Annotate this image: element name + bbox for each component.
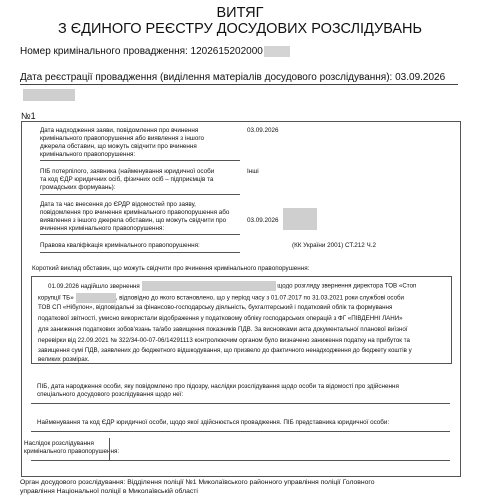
redacted-block (264, 46, 290, 57)
summary-heading: Короткий виклад обставин, що можуть свідчити про вчинення кримінального правопорушення: (32, 265, 310, 272)
label-line: Дата та час внесення до ЄРДР відомостей про заяву, (40, 201, 196, 208)
registration-date: Дата реєстрації провадження (виділення матеріалів досудового розслідування): 03.09.2026 (20, 72, 458, 85)
summary-line-5: для заниження податкових зобов'язань та/або завищення показників ПДВ. За висновками акта документальної планової виїзної (38, 326, 408, 333)
field-receipt-date-value: 03.09.2026 (247, 127, 279, 134)
row-divider (40, 234, 240, 235)
label-line: вчинення кримінального правопорушення: (40, 225, 165, 232)
heading-line: ПІБ, дата народження особи, яку повідомлено про підозру, наслідки розслідування щодо особи та відомості про здійснення (37, 383, 399, 390)
field-qualification-label: Правова кваліфікація кримінального правопорушення: (40, 242, 200, 249)
suspect-heading (37, 383, 399, 399)
erdr-date-text: 03.09.2026 (247, 217, 279, 224)
field-erdr-date-value (247, 208, 317, 230)
label-line: громадських формувань): (40, 184, 116, 191)
summary-line-4: податкової звітності, умисно використали відображення у податковому обліку господарських операцій з ФГ «ПІВДЕННІ ЛАНИ» (38, 315, 403, 322)
label-line: кримінального правопорушення: (40, 151, 136, 158)
label-line: джерела обставин, що можуть свідчити про вчинення (40, 143, 197, 150)
summary-line-2 (38, 293, 450, 303)
document-title: ВИТЯГ (216, 5, 264, 21)
case-number (20, 46, 290, 58)
summary-line-8: великих розмірах. (38, 356, 90, 363)
redacted-block (23, 89, 75, 101)
section-divider (31, 403, 450, 404)
case-number-text: Номер кримінального провадження: 1202615202000 (20, 46, 263, 58)
authority-line: управління Національної поліції в Миколаївській області (20, 488, 198, 495)
row-divider (40, 252, 240, 253)
summary-line-7: завищення сумі ПДВ, заявлених до бюджетного відшкодування, що призвело до фактичного ненадходження до бюджету коштів у (38, 347, 412, 354)
section-divider (31, 431, 450, 432)
legal-entity-label: Найменування та код ЄДР юридичної особи, щодо якої здійснюється провадження. ПІБ представника юридичної особи: (37, 419, 390, 426)
summary-line-1 (38, 281, 450, 291)
label-line: повідомлення про вчинення кримінального правопорушення або (40, 209, 230, 216)
label-line: кримінального правопорушення: (24, 448, 120, 455)
field-victim-label (40, 168, 250, 192)
row-divider (40, 160, 240, 161)
label-line: виявлення з іншого джерела обставин, що можуть свідчити про (40, 217, 227, 224)
label-line: ПІБ потерпілого, заявника (найменування юридичної особи (40, 168, 215, 175)
summary-text: корупції ТБ» (38, 294, 74, 302)
label-line: кримінального правопорушення або виявлення з іншого (40, 135, 205, 142)
redacted-block (283, 208, 317, 230)
label-line: Наслідок розслідування (24, 440, 94, 447)
column-divider (109, 438, 110, 460)
summary-text: 01.09.2026 надійшло звернення (48, 282, 140, 290)
field-receipt-date-label (40, 127, 250, 159)
summary-line-6: перевірки від 22.09.2021 № 322/34-00-07-06/14291113 контролюючим органом було визначено заниження податку на прибуток та (38, 337, 410, 344)
investigation-authority (20, 478, 375, 496)
document-subtitle: З ЄДИНОГО РЕЄСТРУ ДОСУДОВИХ РОЗСЛІДУВАНЬ (57, 21, 423, 37)
redacted-block (142, 281, 276, 291)
label-line: та код ЄДР юридичних осіб, фізичних осіб – підприємців та (40, 176, 214, 183)
authority-line: Орган досудового розслідування: Відділення поліції №1 Миколаївського районного управління поліції Головного (20, 479, 375, 486)
summary-text: щодо розгляду звернення директора ТОВ «Стоп (277, 282, 417, 290)
redacted-block (76, 293, 116, 303)
field-victim-value: Інші (247, 168, 259, 175)
summary-text: , відповідно до якого встановлено, що у період часу з 01.07.2017 по 31.03.2021 роки службові особи (115, 294, 405, 302)
field-qualification-value: (КК України 2001) СТ.212 Ч.2 (292, 242, 376, 249)
label-line: Дата надходження заяви, повідомлення про вчинення (40, 127, 199, 134)
summary-line-3: ТОВ СП «Нібулон», відповідальні за фінансово-господарську діяльність, бухгалтерський і податковий облік та формування (38, 304, 393, 311)
record-number: №1 (21, 111, 36, 121)
row-divider (40, 194, 240, 195)
heading-line: спеціального досудового розслідування щодо неї: (37, 391, 184, 398)
consequences-label (24, 440, 119, 456)
field-erdr-date-label (40, 201, 260, 233)
